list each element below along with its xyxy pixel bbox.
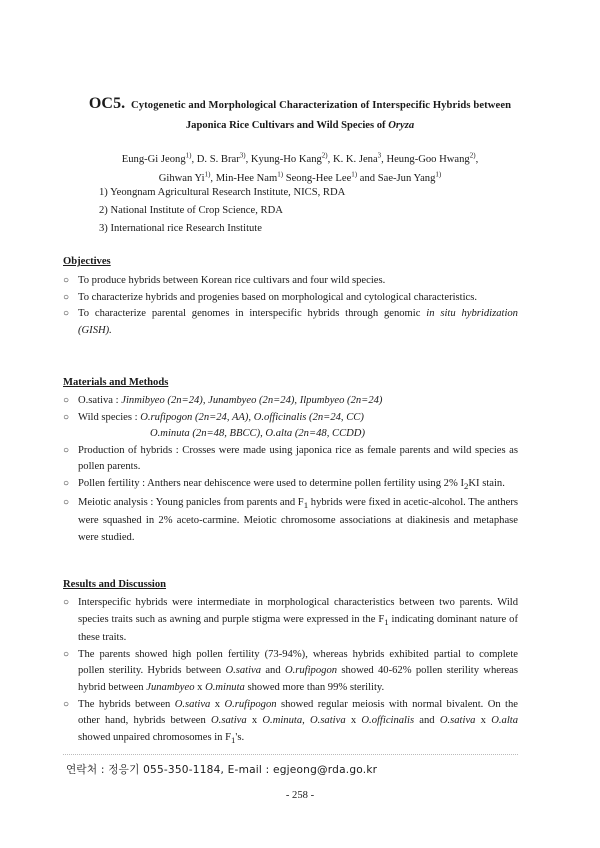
list-item: ○ Wild species : O.rufipogon (2n=24, AA), O.officinalis (2n=24, CC) O.minuta (2n=48, BBCC), O.alta (2n=48, CCDD) <box>63 411 365 440</box>
results-list <box>63 595 518 749</box>
list-item: ○ O.sativa : Jinmibyeo (2n=24), Junambyeo (2n=24), Ilpumbyeo (2n=24) <box>63 393 518 410</box>
objectives-heading: Objectives <box>63 256 111 267</box>
title-line-2: Japonica Rice Cultivars and Wild Species of <box>185 120 389 131</box>
list-item: ○ Pollen fertility : Anthers near dehiscence were used to determine pollen fertility using 2% $I_2KI$ stain. <box>63 477 505 492</box>
contact-info: 연락처 : 정응기 055-350-1184, E-mail : egjeong@rda.go.kr <box>66 764 378 776</box>
author: D. S. Brar$^{3)}$, <box>196 151 251 165</box>
list-item: ○ Meiotic analysis : Young panicles from parents and $F_1$ hybrids were fixed in acetic-alcohol. The anthers were squashed in 2% aceto-carmine. Meiotic chromosome associations at diakinesis and metaphase were studied. <box>63 496 518 543</box>
author: Min-Hee Nam$^{1)}$ <box>215 170 284 184</box>
author: Seong-Hee Lee$^{1)}$ and <box>285 170 378 184</box>
author: Gihwan Yi$^{1)}$, <box>158 170 216 184</box>
title-genus: Oryza <box>388 120 415 131</box>
list-item: ○ To produce hybrids between Korean rice cultivars and four wild species. <box>63 273 518 290</box>
list-item: ○ Production of hybrids : Crosses were made using japonica rice as female parents and wild species as pollen parents. <box>63 444 518 473</box>
affiliation-list <box>99 184 345 238</box>
affiliation: 1) Yeongnam Agricultural Research Institute, NICS, RDA <box>99 187 346 198</box>
circle-bullet-icon: ○ <box>63 444 70 456</box>
circle-bullet-icon: ○ <box>63 648 70 660</box>
results-heading: Results and Discussion <box>63 579 167 590</box>
affiliation: 2) National Institute of Crop Science, RDA <box>99 205 283 216</box>
circle-bullet-icon: ○ <box>63 308 70 320</box>
circle-bullet-icon: ○ <box>63 597 70 608</box>
circle-bullet-icon: ○ <box>63 477 70 489</box>
methods-heading: Materials and Methods <box>63 377 169 388</box>
list-item: ○ Interspecific hybrids were intermediate in morphological characteristics between two parents. Wild species traits such as awning and purple stigma were expressed in the $F_1$ indicating dominant nature of these traits. <box>63 597 518 644</box>
circle-bullet-icon: ○ <box>63 291 70 303</box>
author: Heung-Goo Hwang$^{2)}$, <box>386 151 479 165</box>
circle-bullet-icon: ○ <box>63 698 70 710</box>
list-item: ○ The hybrids between O.sativa x O.rufipogon showed regular meiosis with normal bivalent. On the other hand, hybrids between O.sativa x O.minuta, O.sativa x O.officinalis and O.sativa x O.alta showed unpaired chromosomes in $F_1's$. <box>63 698 518 745</box>
title-line-1: Cytogenetic and Morphological Characterization of Interspecific Hybrids between <box>131 100 512 111</box>
author: Sae-Jun Yang$^{1)}$ <box>377 170 442 184</box>
list-item: ○ To characterize parental genomes in interspecific hybrids through genomic in situ hybridization (GISH). <box>63 308 518 336</box>
list-item: ○ To characterize hybrids and progenies based on morphological and cytological characteristics. <box>63 290 518 307</box>
contact-divider <box>63 754 518 755</box>
paper-title <box>60 96 540 134</box>
page-number: - 258 - <box>285 790 315 801</box>
abstract-code: OC5. <box>88 95 126 112</box>
circle-bullet-icon: ○ <box>63 411 70 423</box>
circle-bullet-icon: ○ <box>63 395 70 406</box>
list-item: ○ The parents showed high pollen fertility (73-94%), whereas hybrids exhibited partial to complete pollen sterility. Hybrids between O.sativa and O.rufipogon showed 40-62% pollen sterility whereas hybrid between Junambyeo x O.minuta showed more than 99% sterility. <box>63 648 519 694</box>
author: K. K. Jena$^3$, <box>332 151 387 165</box>
author-list <box>60 150 540 188</box>
author: Eung-Gi Jeong$^{1)}$, <box>121 151 197 165</box>
author: Kyung-Ho Kang$^{2)}$, <box>250 151 333 165</box>
objectives-list <box>63 273 518 339</box>
circle-bullet-icon: ○ <box>63 496 70 508</box>
circle-bullet-icon: ○ <box>63 275 70 286</box>
affiliation: 3) International rice Research Institute <box>99 223 262 234</box>
methods-list <box>63 393 518 547</box>
